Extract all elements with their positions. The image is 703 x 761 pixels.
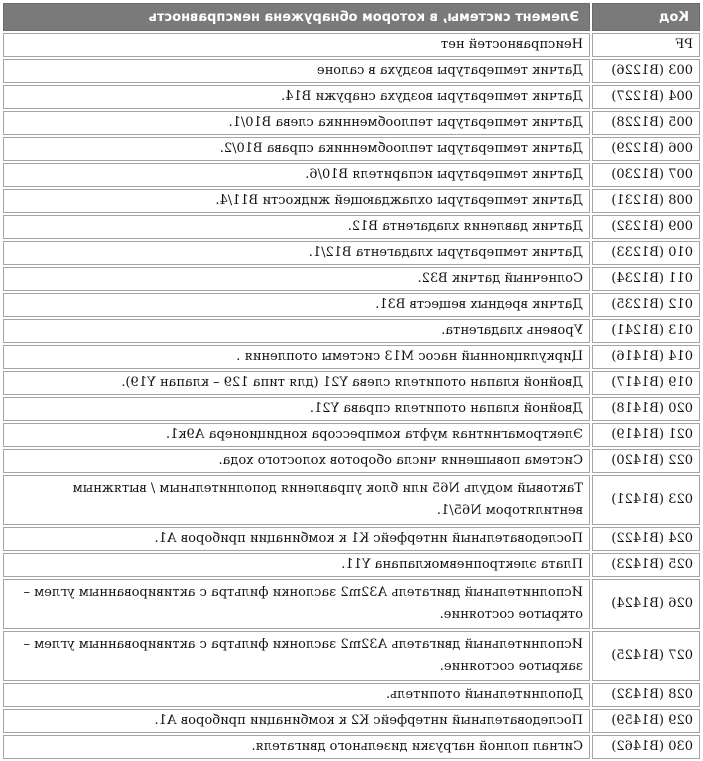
fault-code-cell: 024 (B1422)	[592, 527, 700, 551]
fault-description-cell: Система повышения числа оборотов холостого хода.	[3, 449, 590, 473]
table-row	[3, 33, 700, 57]
fault-description-cell: Тактовый модуль N65 или блок управления дополнительным / вытяжным вентилятором N65/1.	[3, 475, 590, 525]
fault-code-cell: 021 (B1419)	[592, 423, 700, 447]
header-element: Элемент системы, в котором обнаружена неисправность	[3, 3, 590, 31]
fault-description-cell: Двойной клапан отопителя слева Y21 (для типа 129 – клапан Y19).	[3, 371, 590, 395]
fault-code-cell: 026 (B1424)	[592, 579, 700, 629]
table-row	[3, 423, 700, 447]
fault-code-cell: 027 (B1425)	[592, 631, 700, 681]
fault-description-cell: Последовательный интерфейс К2 к комбинации приборов А1.	[3, 709, 590, 733]
table-row	[3, 319, 700, 343]
fault-code-cell: 022 (B1420)	[592, 449, 700, 473]
table-row	[3, 527, 700, 551]
fault-description-cell: Датчик температуры воздуха в салоне	[3, 59, 590, 83]
fault-description-cell: Исполнительный двигатель А32m2 заслонки фильтра с активированным углем – открытое состояние.	[3, 579, 590, 629]
fault-description-cell: Плата электропневмоклапана Y11.	[3, 553, 590, 577]
fault-description-cell: Электромагнитная муфта компрессора кондиционера А9к1.	[3, 423, 590, 447]
table-row	[3, 85, 700, 109]
fault-description-cell: Датчик температуры теплообменника справа В10/2.	[3, 137, 590, 161]
fault-code-cell: 029 (B1459)	[592, 709, 700, 733]
fault-description-cell: Дополнительный отопитель.	[3, 683, 590, 707]
table-row	[3, 345, 700, 369]
fault-code-cell: 006 (B1229)	[592, 137, 700, 161]
header-code: Код	[592, 3, 700, 31]
fault-description-cell: Солнечный датчик В32.	[3, 267, 590, 291]
fault-code-cell: 014 (B1416)	[592, 345, 700, 369]
fault-code-cell: 010 (B1233)	[592, 241, 700, 265]
fault-code-cell: 025 (B1423)	[592, 553, 700, 577]
fault-description-cell: Последовательный интерфейс К1 к комбинации приборов А1.	[3, 527, 590, 551]
table-row	[3, 59, 700, 83]
fault-description-cell: Датчик вредных веществ В31.	[3, 293, 590, 317]
table-row	[3, 267, 700, 291]
fault-description-cell: Датчик температуры испарителя В10/6.	[3, 163, 590, 187]
table-row	[3, 553, 700, 577]
fault-description-cell: Неисправностей нет	[3, 33, 590, 57]
fault-code-cell: 004 (B1227)	[592, 85, 700, 109]
fault-code-table	[1, 1, 702, 761]
fault-code-cell: РF	[592, 33, 700, 57]
fault-code-cell: 028 (B1432)	[592, 683, 700, 707]
table-row	[3, 371, 700, 395]
fault-code-cell: 023 (B1421)	[592, 475, 700, 525]
table-row	[3, 735, 700, 759]
fault-code-cell: 013 (B1241)	[592, 319, 700, 343]
fault-description-cell: Датчик температуры охлаждающей жидкости В11/4.	[3, 189, 590, 213]
fault-code-cell: 012 (B1235)	[592, 293, 700, 317]
fault-description-cell: Сигнал полной нагрузки дизельного двигателя.	[3, 735, 590, 759]
table-row	[3, 111, 700, 135]
fault-code-cell: 030 (B1462)	[592, 735, 700, 759]
fault-description-cell: Датчик температуры хладагента В12/1.	[3, 241, 590, 265]
table-row	[3, 293, 700, 317]
table-row	[3, 397, 700, 421]
table-row	[3, 579, 700, 629]
fault-description-cell: Датчик температуры теплообменника слева В10/1.	[3, 111, 590, 135]
table-row	[3, 241, 700, 265]
fault-description-cell: Двойной клапан отопителя справа Y21.	[3, 397, 590, 421]
fault-description-cell: Уровень хладагента.	[3, 319, 590, 343]
fault-code-cell: 011 (B1234)	[592, 267, 700, 291]
table-row	[3, 631, 700, 681]
fault-code-cell: 020 (B1418)	[592, 397, 700, 421]
fault-code-cell: 019 (B1417)	[592, 371, 700, 395]
fault-code-cell: 008 (B1231)	[592, 189, 700, 213]
table-row	[3, 189, 700, 213]
fault-code-cell: 005 (B1228)	[592, 111, 700, 135]
table-row	[3, 137, 700, 161]
fault-code-cell: 003 (B1226)	[592, 59, 700, 83]
table-row	[3, 709, 700, 733]
mirrored-page	[0, 1, 703, 754]
fault-description-cell: Датчик температуры воздуха снаружи В14.	[3, 85, 590, 109]
table-row	[3, 163, 700, 187]
fault-code-cell: 007 (B1230)	[592, 163, 700, 187]
fault-description-cell: Циркуляционный насос М13 системы отопления .	[3, 345, 590, 369]
table-header-row	[3, 3, 700, 31]
table-row	[3, 449, 700, 473]
table-row	[3, 475, 700, 525]
table-row	[3, 683, 700, 707]
table-row	[3, 215, 700, 239]
fault-code-cell: 009 (B1232)	[592, 215, 700, 239]
fault-description-cell: Датчик давления хладагента В12.	[3, 215, 590, 239]
table-body	[3, 33, 700, 759]
fault-description-cell: Исполнительный двигатель А32m2 заслонки фильтра с активированным углем – закрытое состояние.	[3, 631, 590, 681]
